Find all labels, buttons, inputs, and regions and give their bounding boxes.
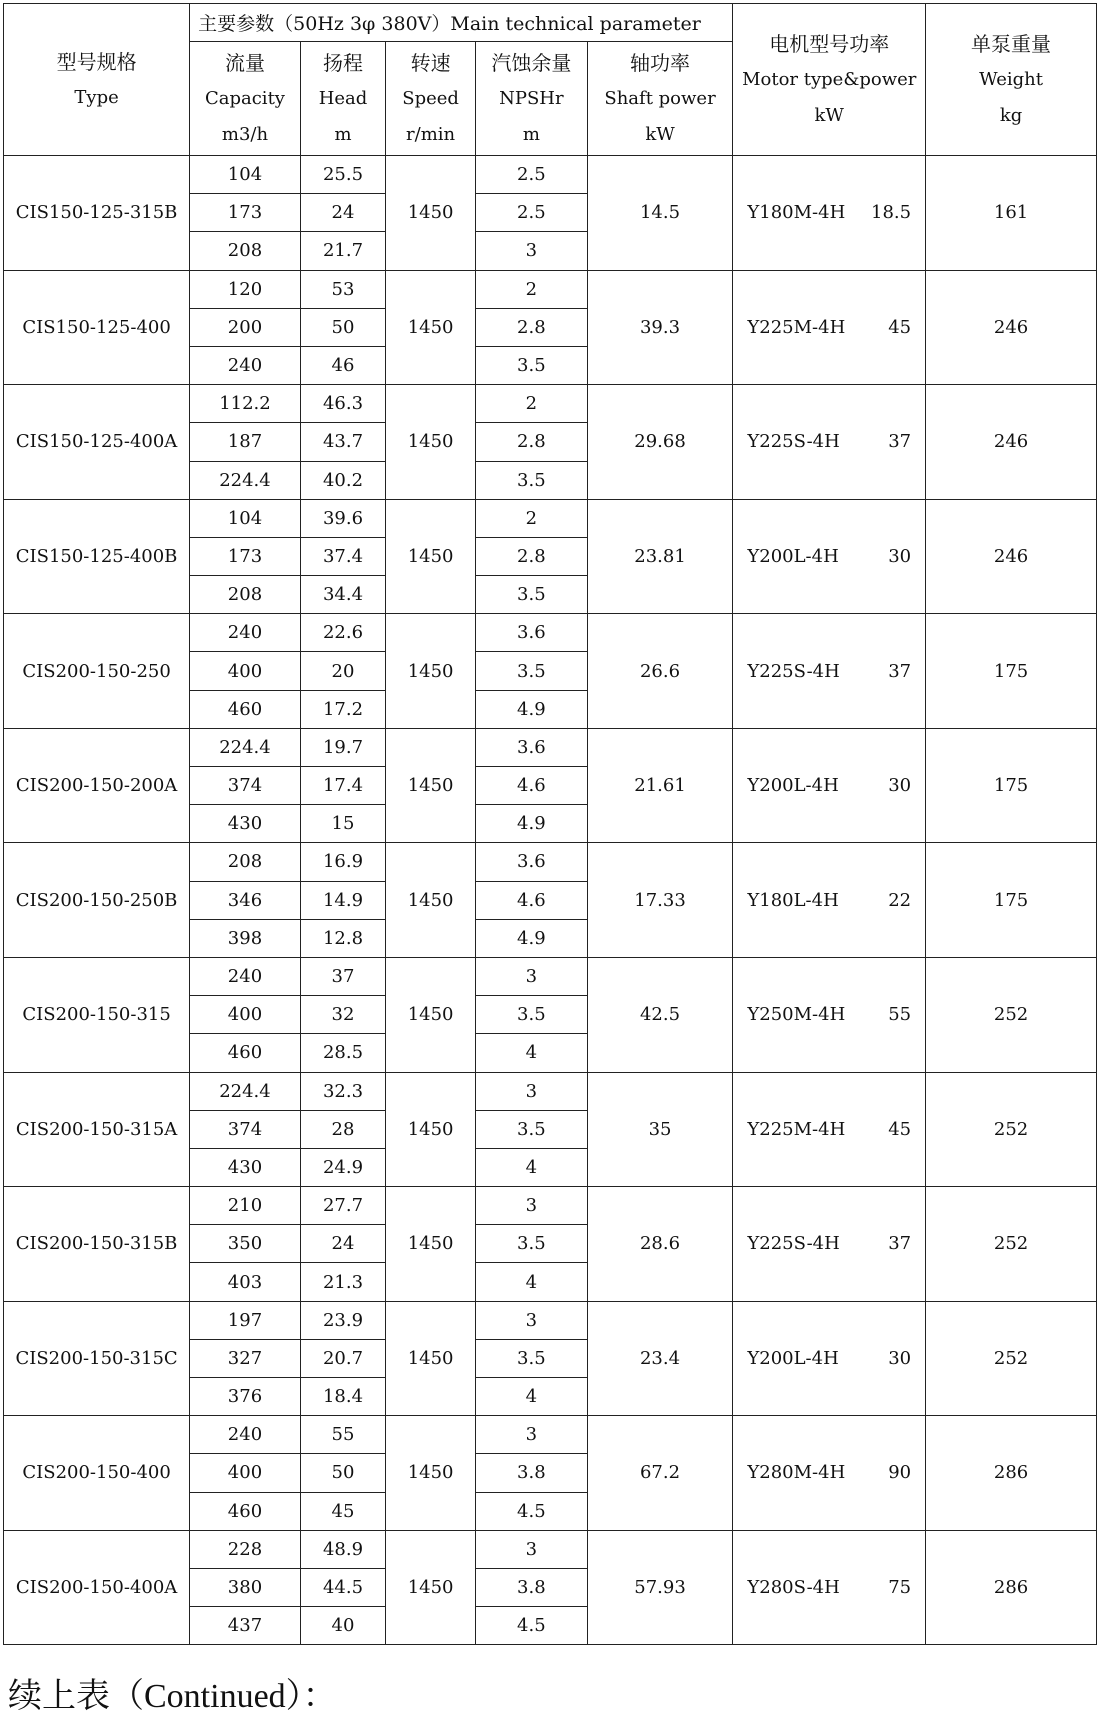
shaft-power-cell: 21.61 <box>587 728 733 843</box>
model-cell: CIS200-150-315 <box>4 957 190 1072</box>
header-head <box>300 42 385 156</box>
capacity-cell: 374 <box>190 767 301 805</box>
motor-power: 55 <box>888 1004 912 1026</box>
shaft-power-cell: 14.5 <box>587 156 733 271</box>
speed-cell: 1450 <box>386 1187 476 1302</box>
motor-cell <box>733 499 926 614</box>
weight-cell: 161 <box>926 156 1097 271</box>
header-shaft-unit: kW <box>645 123 675 145</box>
model-cell: CIS200-150-250 <box>4 614 190 729</box>
capacity-cell: 400 <box>190 1454 301 1492</box>
head-cell: 53 <box>300 270 385 308</box>
npshr-cell: 3.8 <box>476 1454 588 1492</box>
motor-wrap <box>733 317 925 338</box>
capacity-cell: 327 <box>190 1339 301 1377</box>
motor-type: Y225M-4H <box>747 1118 846 1140</box>
capacity-cell: 400 <box>190 652 301 690</box>
capacity-cell: 460 <box>190 1034 301 1072</box>
npshr-cell: 3.5 <box>476 461 588 499</box>
capacity-cell: 374 <box>190 1110 301 1148</box>
motor-wrap <box>733 546 925 567</box>
head-cell: 21.3 <box>300 1263 385 1301</box>
capacity-cell: 173 <box>190 194 301 232</box>
header-shaft <box>587 42 733 156</box>
capacity-cell: 112.2 <box>190 385 301 423</box>
weight-cell: 175 <box>926 614 1097 729</box>
motor-wrap <box>733 1233 925 1254</box>
speed-cell: 1450 <box>386 270 476 385</box>
shaft-power-cell: 29.68 <box>587 385 733 500</box>
head-cell: 46.3 <box>300 385 385 423</box>
capacity-cell: 200 <box>190 308 301 346</box>
motor-power: 37 <box>888 1233 912 1255</box>
motor-type: Y225S-4H <box>747 660 840 682</box>
head-cell: 40.2 <box>300 461 385 499</box>
head-cell: 34.4 <box>300 576 385 614</box>
capacity-cell: 437 <box>190 1607 301 1645</box>
shaft-power-cell: 23.4 <box>587 1301 733 1416</box>
motor-type: Y225S-4H <box>747 1233 840 1255</box>
motor-type: Y250M-4H <box>747 1004 846 1026</box>
shaft-power-cell: 17.33 <box>587 843 733 958</box>
header-motor-en: Motor type&power <box>742 68 917 90</box>
motor-power: 37 <box>888 431 912 453</box>
model-cell: CIS200-150-315B <box>4 1187 190 1302</box>
header-speed <box>386 42 476 156</box>
motor-power: 37 <box>888 660 912 682</box>
header-npshr-en: NPSHr <box>499 87 564 109</box>
head-cell: 55 <box>300 1416 385 1454</box>
capacity-cell: 224.4 <box>190 728 301 766</box>
motor-wrap <box>733 1348 925 1369</box>
capacity-cell: 376 <box>190 1378 301 1416</box>
head-cell: 19.7 <box>300 728 385 766</box>
capacity-cell: 460 <box>190 690 301 728</box>
motor-power: 22 <box>888 889 912 911</box>
speed-cell: 1450 <box>386 728 476 843</box>
header-npshr-zh: 汽蚀余量 <box>491 50 572 75</box>
motor-wrap <box>733 1577 925 1598</box>
head-cell: 20.7 <box>300 1339 385 1377</box>
npshr-cell: 3 <box>476 957 588 995</box>
npshr-cell: 2.5 <box>476 194 588 232</box>
weight-cell: 286 <box>926 1530 1097 1645</box>
weight-cell: 252 <box>926 1187 1097 1302</box>
head-cell: 43.7 <box>300 423 385 461</box>
shaft-power-cell: 39.3 <box>587 270 733 385</box>
weight-cell: 246 <box>926 385 1097 500</box>
table-row <box>4 1072 1097 1110</box>
header-weight <box>926 4 1097 156</box>
npshr-cell: 3.6 <box>476 843 588 881</box>
model-cell: CIS200-150-250B <box>4 843 190 958</box>
npshr-cell: 3.5 <box>476 1225 588 1263</box>
table-row <box>4 1530 1097 1568</box>
table-row <box>4 1187 1097 1225</box>
npshr-cell: 4 <box>476 1034 588 1072</box>
motor-type: Y225M-4H <box>747 316 846 338</box>
motor-cell <box>733 843 926 958</box>
motor-wrap <box>733 1004 925 1025</box>
table-row <box>4 385 1097 423</box>
motor-power: 30 <box>888 545 912 567</box>
capacity-cell: 346 <box>190 881 301 919</box>
header-shaft-en: Shaft power <box>604 87 716 109</box>
motor-wrap <box>733 775 925 796</box>
capacity-cell: 208 <box>190 843 301 881</box>
motor-type: Y180M-4H <box>747 202 846 224</box>
head-cell: 40 <box>300 1607 385 1645</box>
head-cell: 14.9 <box>300 881 385 919</box>
speed-cell: 1450 <box>386 1530 476 1645</box>
header-speed-zh: 转速 <box>410 50 451 75</box>
head-cell: 18.4 <box>300 1378 385 1416</box>
header-type-en: Type <box>74 86 119 108</box>
head-cell: 21.7 <box>300 232 385 270</box>
motor-power: 30 <box>888 1347 912 1369</box>
speed-cell: 1450 <box>386 1072 476 1187</box>
capacity-cell: 240 <box>190 957 301 995</box>
table-row <box>4 499 1097 537</box>
model-cell: CIS150-125-400B <box>4 499 190 614</box>
head-cell: 48.9 <box>300 1530 385 1568</box>
capacity-cell: 224.4 <box>190 1072 301 1110</box>
table-row <box>4 957 1097 995</box>
npshr-cell: 3.5 <box>476 346 588 384</box>
speed-cell: 1450 <box>386 156 476 271</box>
motor-wrap <box>733 1119 925 1140</box>
shaft-power-cell: 23.81 <box>587 499 733 614</box>
head-cell: 45 <box>300 1492 385 1530</box>
weight-cell: 252 <box>926 1301 1097 1416</box>
model-cell: CIS200-150-315A <box>4 1072 190 1187</box>
header-motor-zh: 电机型号功率 <box>769 31 890 56</box>
header-head-zh: 扬程 <box>322 50 363 75</box>
weight-cell: 246 <box>926 270 1097 385</box>
weight-cell: 246 <box>926 499 1097 614</box>
head-cell: 32.3 <box>300 1072 385 1110</box>
motor-cell <box>733 385 926 500</box>
shaft-power-cell: 42.5 <box>587 957 733 1072</box>
table-body <box>4 156 1097 1645</box>
header-motor <box>733 4 926 156</box>
speed-cell: 1450 <box>386 614 476 729</box>
head-cell: 39.6 <box>300 499 385 537</box>
npshr-cell: 3.5 <box>476 1339 588 1377</box>
table-row <box>4 614 1097 652</box>
motor-cell <box>733 614 926 729</box>
header-capacity-unit: m3/h <box>221 123 269 145</box>
motor-type: Y225S-4H <box>747 431 840 453</box>
npshr-cell: 4.6 <box>476 767 588 805</box>
model-cell: CIS200-150-400 <box>4 1416 190 1531</box>
npshr-cell: 3.5 <box>476 652 588 690</box>
header-weight-en: Weight <box>979 68 1043 90</box>
npshr-cell: 2.8 <box>476 423 588 461</box>
motor-cell <box>733 1072 926 1187</box>
head-cell: 24.9 <box>300 1148 385 1186</box>
head-cell: 15 <box>300 805 385 843</box>
head-cell: 23.9 <box>300 1301 385 1339</box>
capacity-cell: 460 <box>190 1492 301 1530</box>
motor-power: 18.5 <box>871 202 912 224</box>
capacity-cell: 240 <box>190 346 301 384</box>
head-cell: 24 <box>300 194 385 232</box>
motor-power: 90 <box>888 1462 912 1484</box>
motor-wrap <box>733 202 925 223</box>
head-cell: 16.9 <box>300 843 385 881</box>
head-cell: 24 <box>300 1225 385 1263</box>
npshr-cell: 2.5 <box>476 156 588 194</box>
table-row <box>4 1301 1097 1339</box>
capacity-cell: 228 <box>190 1530 301 1568</box>
motor-type: Y200L-4H <box>747 775 839 797</box>
capacity-cell: 197 <box>190 1301 301 1339</box>
header-row-group <box>4 4 1097 42</box>
motor-cell <box>733 1187 926 1302</box>
header-type <box>4 4 190 156</box>
capacity-cell: 430 <box>190 805 301 843</box>
motor-wrap <box>733 661 925 682</box>
header-capacity <box>190 42 301 156</box>
header-capacity-en: Capacity <box>204 87 285 109</box>
header-head-unit: m <box>334 123 352 145</box>
header-weight-zh: 单泵重量 <box>971 31 1052 56</box>
table-row <box>4 728 1097 766</box>
motor-wrap <box>733 431 925 452</box>
header-shaft-zh: 轴功率 <box>630 50 691 75</box>
capacity-cell: 187 <box>190 423 301 461</box>
model-cell: CIS150-125-315B <box>4 156 190 271</box>
npshr-cell: 3.5 <box>476 576 588 614</box>
motor-cell <box>733 270 926 385</box>
weight-cell: 286 <box>926 1416 1097 1531</box>
capacity-cell: 208 <box>190 576 301 614</box>
capacity-cell: 240 <box>190 614 301 652</box>
header-npshr-unit: m <box>522 123 540 145</box>
shaft-power-cell: 57.93 <box>587 1530 733 1645</box>
speed-cell: 1450 <box>386 957 476 1072</box>
motor-type: Y280S-4H <box>747 1577 840 1599</box>
motor-cell <box>733 1530 926 1645</box>
npshr-cell: 3 <box>476 1301 588 1339</box>
npshr-cell: 3 <box>476 232 588 270</box>
table-row <box>4 1416 1097 1454</box>
npshr-cell: 4.6 <box>476 881 588 919</box>
head-cell: 22.6 <box>300 614 385 652</box>
npshr-cell: 4.9 <box>476 805 588 843</box>
npshr-cell: 4 <box>476 1148 588 1186</box>
speed-cell: 1450 <box>386 843 476 958</box>
capacity-cell: 400 <box>190 996 301 1034</box>
npshr-cell: 3.5 <box>476 996 588 1034</box>
motor-power: 45 <box>888 1118 912 1140</box>
head-cell: 27.7 <box>300 1187 385 1225</box>
weight-cell: 175 <box>926 728 1097 843</box>
speed-cell: 1450 <box>386 385 476 500</box>
motor-cell <box>733 156 926 271</box>
shaft-power-cell: 26.6 <box>587 614 733 729</box>
head-cell: 46 <box>300 346 385 384</box>
header-type-zh: 型号规格 <box>56 49 137 74</box>
head-cell: 17.4 <box>300 767 385 805</box>
capacity-cell: 224.4 <box>190 461 301 499</box>
shaft-power-cell: 67.2 <box>587 1416 733 1531</box>
head-cell: 32 <box>300 996 385 1034</box>
npshr-cell: 3.6 <box>476 728 588 766</box>
capacity-cell: 104 <box>190 499 301 537</box>
motor-type: Y200L-4H <box>747 545 839 567</box>
npshr-cell: 2.8 <box>476 308 588 346</box>
npshr-cell: 3 <box>476 1416 588 1454</box>
capacity-cell: 430 <box>190 1148 301 1186</box>
npshr-cell: 4.5 <box>476 1492 588 1530</box>
model-cell: CIS200-150-200A <box>4 728 190 843</box>
header-npshr <box>476 42 588 156</box>
table-row <box>4 843 1097 881</box>
capacity-cell: 240 <box>190 1416 301 1454</box>
npshr-cell: 3.6 <box>476 614 588 652</box>
speed-cell: 1450 <box>386 1416 476 1531</box>
weight-cell: 175 <box>926 843 1097 958</box>
npshr-cell: 3.8 <box>476 1568 588 1606</box>
npshr-cell: 4 <box>476 1378 588 1416</box>
head-cell: 28.5 <box>300 1034 385 1072</box>
head-cell: 37.4 <box>300 537 385 575</box>
head-cell: 20 <box>300 652 385 690</box>
npshr-cell: 2 <box>476 385 588 423</box>
motor-wrap <box>733 890 925 911</box>
head-cell: 12.8 <box>300 919 385 957</box>
head-cell: 37 <box>300 957 385 995</box>
motor-power: 45 <box>888 316 912 338</box>
motor-cell <box>733 1301 926 1416</box>
header-motor-unit: kW <box>814 104 844 126</box>
capacity-cell: 104 <box>190 156 301 194</box>
npshr-cell: 3.5 <box>476 1110 588 1148</box>
capacity-cell: 173 <box>190 537 301 575</box>
capacity-cell: 210 <box>190 1187 301 1225</box>
capacity-cell: 120 <box>190 270 301 308</box>
header-group-title: 主要参数（50Hz 3φ 380V）Main technical parameter <box>190 4 733 42</box>
head-cell: 25.5 <box>300 156 385 194</box>
capacity-cell: 208 <box>190 232 301 270</box>
head-cell: 50 <box>300 1454 385 1492</box>
continued-note: 续上表（Continued）： <box>8 1678 337 1715</box>
table-row <box>4 270 1097 308</box>
npshr-cell: 4.9 <box>476 919 588 957</box>
npshr-cell: 2 <box>476 499 588 537</box>
header-speed-en: Speed <box>402 87 459 109</box>
npshr-cell: 2 <box>476 270 588 308</box>
head-cell: 28 <box>300 1110 385 1148</box>
motor-cell <box>733 1416 926 1531</box>
head-cell: 17.2 <box>300 690 385 728</box>
capacity-cell: 403 <box>190 1263 301 1301</box>
header-speed-unit: r/min <box>406 123 456 145</box>
motor-type: Y280M-4H <box>747 1462 846 1484</box>
motor-power: 30 <box>888 775 912 797</box>
model-cell: CIS150-125-400A <box>4 385 190 500</box>
capacity-cell: 380 <box>190 1568 301 1606</box>
shaft-power-cell: 35 <box>587 1072 733 1187</box>
npshr-cell: 3 <box>476 1187 588 1225</box>
weight-cell: 252 <box>926 957 1097 1072</box>
motor-cell <box>733 728 926 843</box>
capacity-cell: 398 <box>190 919 301 957</box>
model-cell: CIS200-150-400A <box>4 1530 190 1645</box>
motor-type: Y180L-4H <box>747 889 839 911</box>
table-row <box>4 156 1097 194</box>
motor-cell <box>733 957 926 1072</box>
head-cell: 44.5 <box>300 1568 385 1606</box>
motor-type: Y200L-4H <box>747 1347 839 1369</box>
npshr-cell: 4.5 <box>476 1607 588 1645</box>
head-cell: 50 <box>300 308 385 346</box>
npshr-cell: 4 <box>476 1263 588 1301</box>
speed-cell: 1450 <box>386 1301 476 1416</box>
motor-wrap <box>733 1462 925 1483</box>
npshr-cell: 2.8 <box>476 537 588 575</box>
header-capacity-zh: 流量 <box>224 50 265 75</box>
npshr-cell: 3 <box>476 1530 588 1568</box>
npshr-cell: 3 <box>476 1072 588 1110</box>
weight-cell: 252 <box>926 1072 1097 1187</box>
pump-spec-table <box>3 3 1097 1645</box>
motor-power: 75 <box>888 1577 912 1599</box>
model-cell: CIS200-150-315C <box>4 1301 190 1416</box>
shaft-power-cell: 28.6 <box>587 1187 733 1302</box>
speed-cell: 1450 <box>386 499 476 614</box>
header-weight-unit: kg <box>999 104 1023 126</box>
capacity-cell: 350 <box>190 1225 301 1263</box>
header-head-en: Head <box>318 87 368 109</box>
npshr-cell: 4.9 <box>476 690 588 728</box>
model-cell: CIS150-125-400 <box>4 270 190 385</box>
